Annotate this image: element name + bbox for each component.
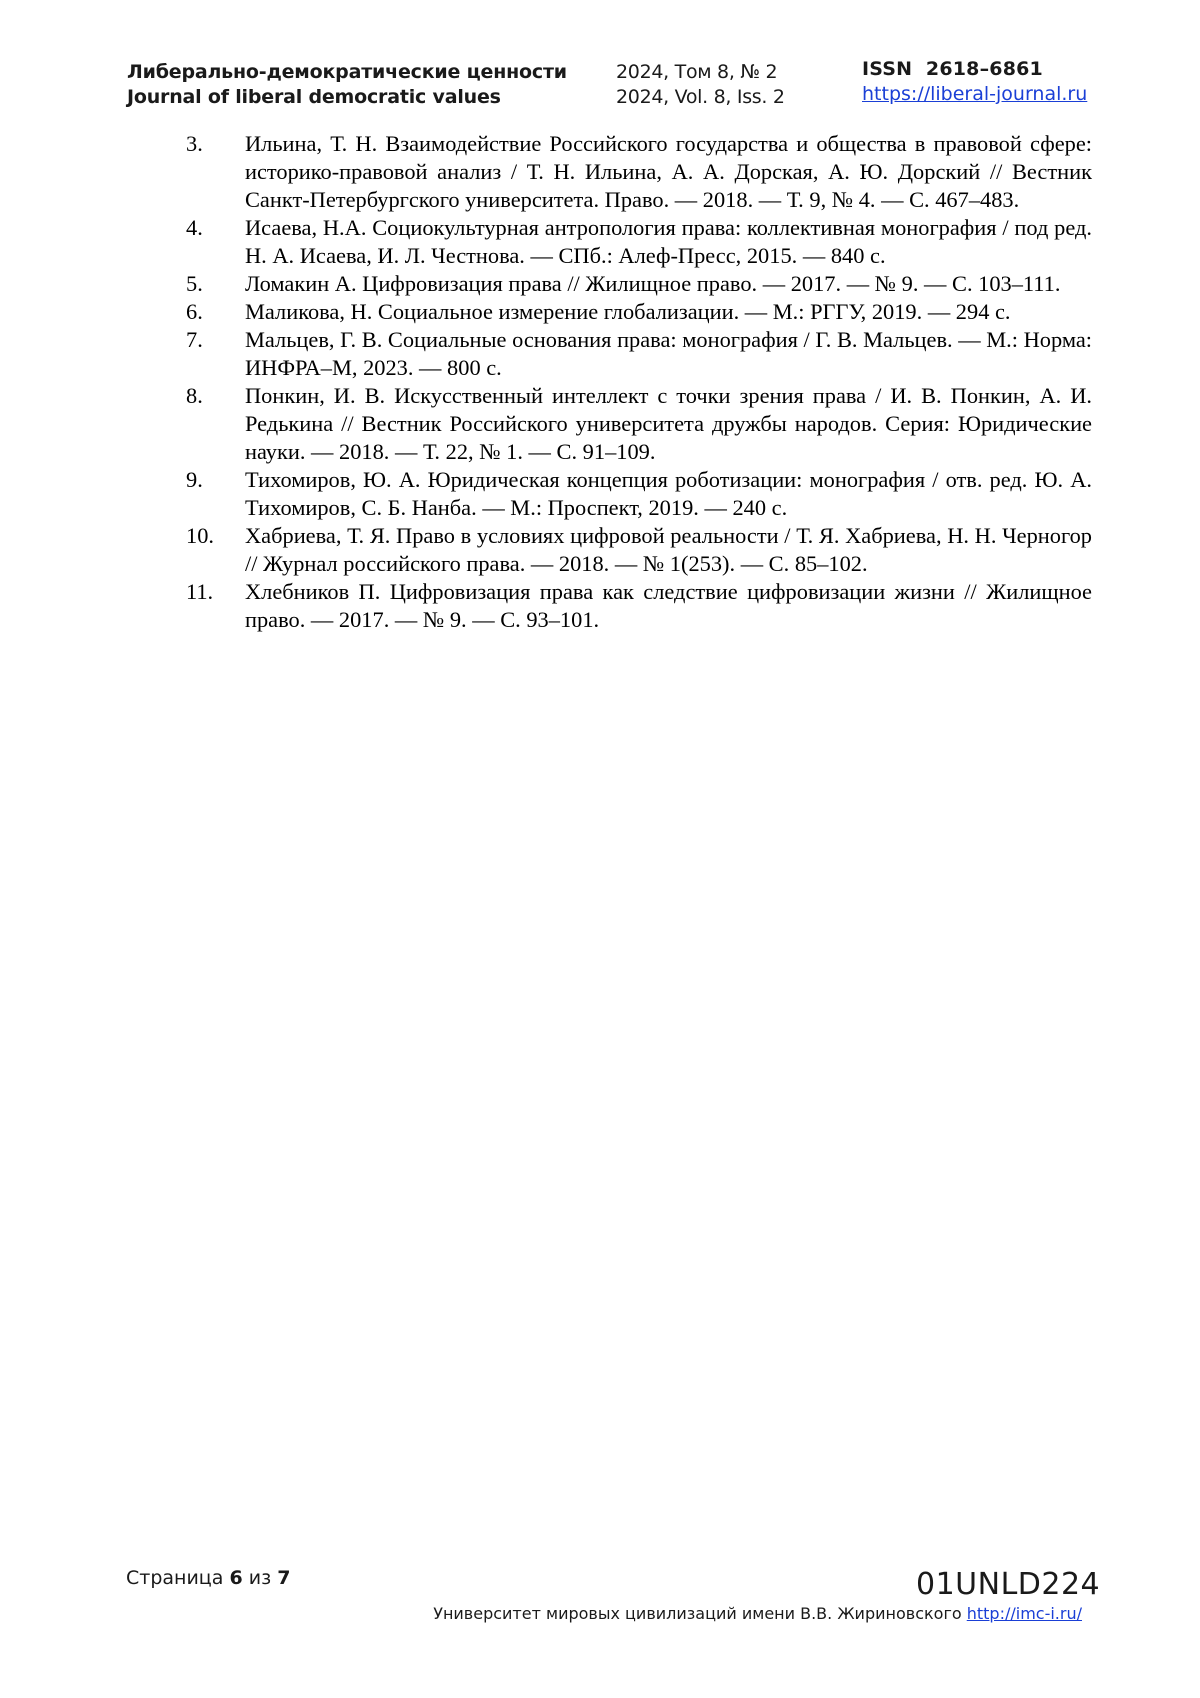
- reference-item: [186, 578, 1092, 634]
- reference-number: 7.: [186, 327, 203, 352]
- reference-item: [186, 326, 1092, 382]
- university-link[interactable]: http://imc-i.ru/: [966, 1604, 1082, 1623]
- journal-title-ru: Либерально-демократические ценности: [127, 61, 567, 83]
- reference-list: [186, 130, 1092, 634]
- reference-text: Хабриева, Т. Я. Право в условиях цифровой реальности / Т. Я. Хабриева, Н. Н. Черногор // Журнал российского права. — 2018. — № 1(253). — С. 85–102.: [245, 523, 1092, 576]
- page-of: из: [248, 1567, 272, 1589]
- journal-url-link[interactable]: https://liberal-journal.ru: [862, 83, 1088, 105]
- university-name: Университет мировых цивилизаций имени В.В. Жириновского: [433, 1604, 962, 1623]
- reference-text: Тихомиров, Ю. А. Юридическая концепция роботизации: монография / отв. ред. Ю. А. Тихомиров, С. Б. Нанба. — М.: Проспект, 2019. — 240 с.: [245, 467, 1092, 520]
- page-current: 6: [229, 1567, 243, 1589]
- reference-item: [186, 522, 1092, 578]
- issue-info-block: [616, 60, 785, 110]
- journal-title-block: [127, 60, 567, 110]
- issue-info-en: 2024, Vol. 8, Iss. 2: [616, 86, 785, 108]
- reference-item: [186, 130, 1092, 214]
- issn-label: ISSN 2618–6861: [862, 58, 1043, 80]
- reference-number: 11.: [186, 579, 214, 604]
- page-counter: [126, 1567, 290, 1589]
- reference-text: Хлебников П. Цифровизация права как следствие цифровизации жизни // Жилищное право. — 2017. — № 9. — С. 93–101.: [245, 579, 1092, 632]
- reference-text: Понкин, И. В. Искусственный интеллект с точки зрения права / И. В. Понкин, А. И. Редькина // Вестник Российского университета дружбы народов. Серия: Юридические науки. — 2018. — Т. 22, № 1. — С. 91–109.: [245, 383, 1092, 464]
- reference-text: Ломакин А. Цифровизация права // Жилищное право. — 2017. — № 9. — С. 103–111.: [245, 271, 1061, 296]
- reference-item: [186, 382, 1092, 466]
- document-code: 01UNLD224: [916, 1567, 1101, 1602]
- reference-number: 4.: [186, 215, 203, 240]
- page-word: Страница: [126, 1567, 224, 1589]
- reference-number: 9.: [186, 467, 203, 492]
- issue-info-ru: 2024, Том 8, № 2: [616, 61, 778, 83]
- reference-text: Ильина, Т. Н. Взаимодействие Российского государства и общества в правовой сфере: историко-правовой анализ / Т. Н. Ильина, А. А. Дорская, А. Ю. Дорский // Вестник Санкт-Петербургского университета. Право. — 2018. — Т. 9, № 4. — С. 467–483.: [245, 131, 1092, 212]
- university-line: [433, 1604, 1082, 1623]
- reference-number: 5.: [186, 271, 203, 296]
- reference-item: [186, 270, 1092, 298]
- journal-title-en: Journal of liberal democratic values: [127, 86, 501, 108]
- reference-text: Исаева, Н.А. Социокультурная антропология права: коллективная монография / под ред. Н. А. Исаева, И. Л. Честнова. — СПб.: Алеф-Пресс, 2015. — 840 с.: [245, 215, 1092, 268]
- reference-number: 8.: [186, 383, 203, 408]
- page-total: 7: [277, 1567, 291, 1589]
- issn-block: [862, 57, 1087, 107]
- reference-text: Маликова, Н. Социальное измерение глобализации. — М.: РГГУ, 2019. — 294 с.: [245, 299, 1011, 324]
- reference-number: 3.: [186, 131, 203, 156]
- reference-item: [186, 298, 1092, 326]
- reference-number: 6.: [186, 299, 203, 324]
- reference-text: Мальцев, Г. В. Социальные основания права: монография / Г. В. Мальцев. — М.: Норма: ИНФРА–М, 2023. — 800 с.: [245, 327, 1092, 380]
- reference-number: 10.: [186, 523, 214, 548]
- reference-item: [186, 214, 1092, 270]
- reference-item: [186, 466, 1092, 522]
